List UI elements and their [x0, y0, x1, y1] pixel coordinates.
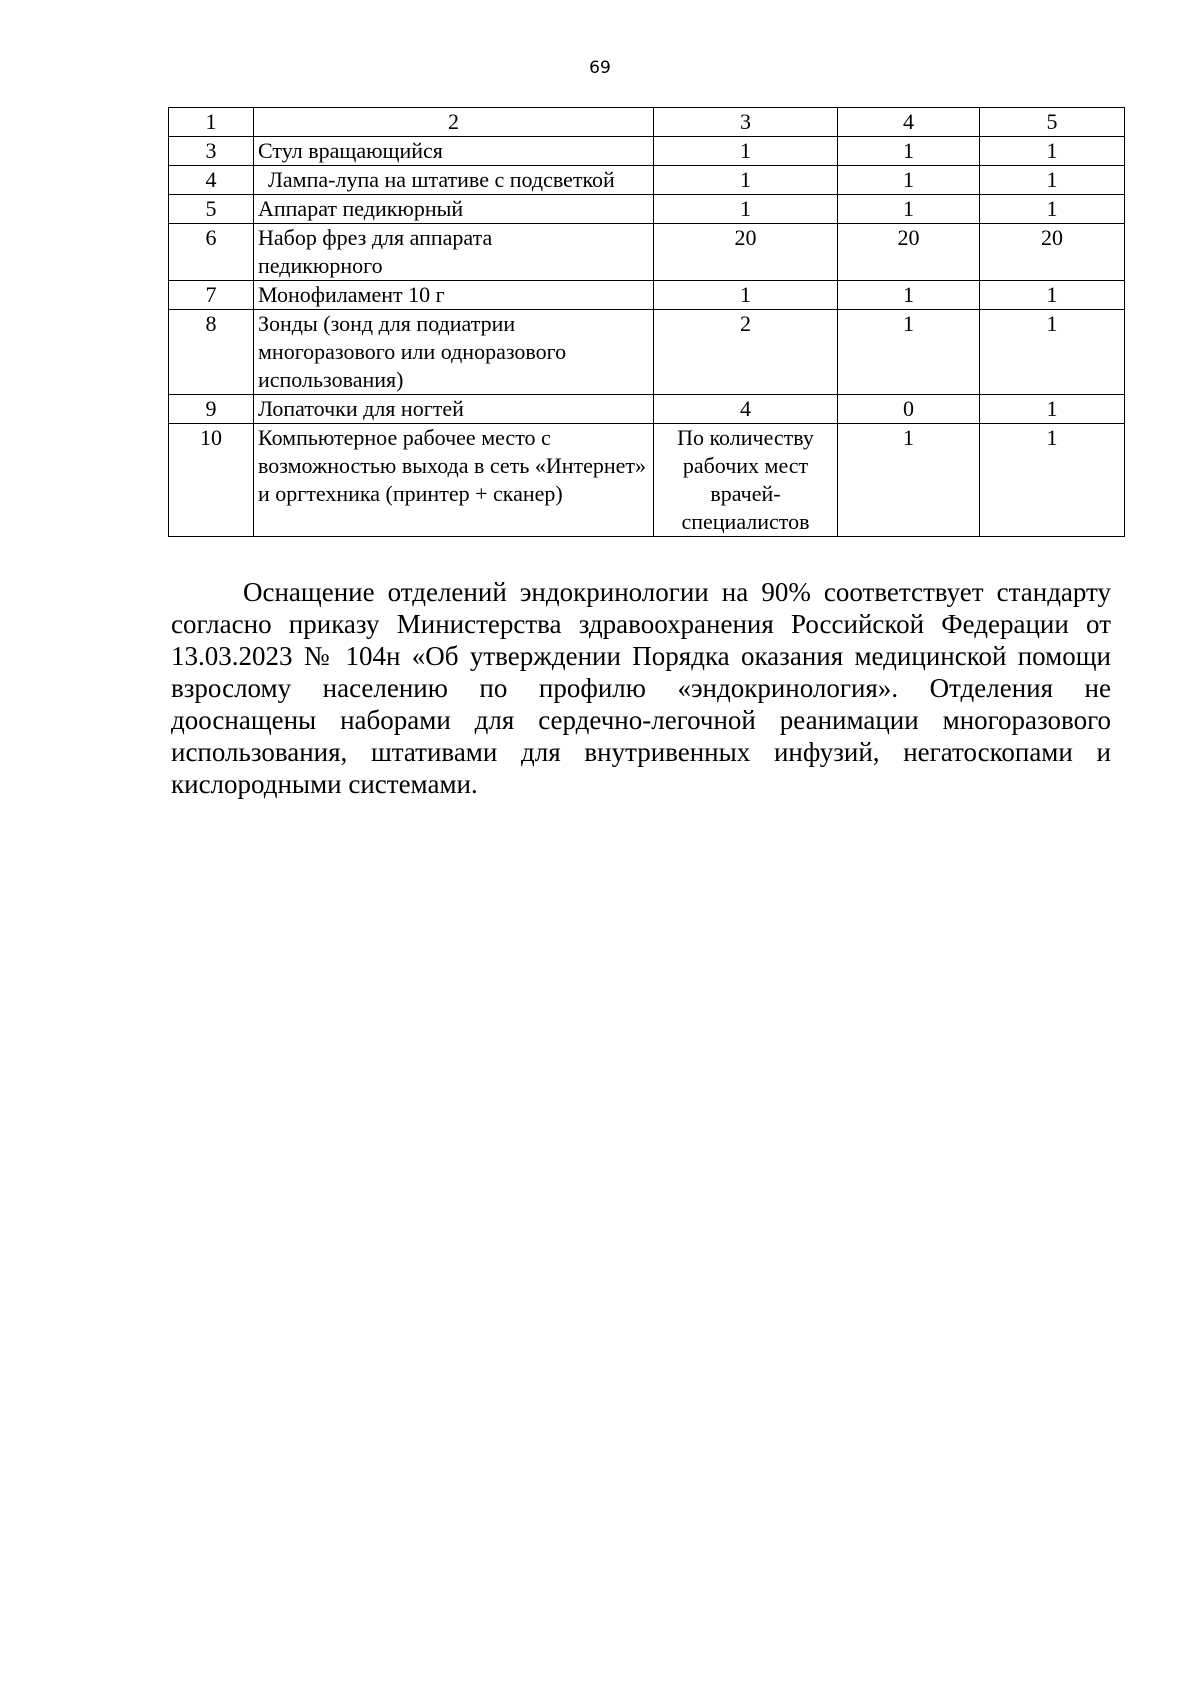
row-number: 8 — [169, 310, 254, 395]
value-col-3: 1 — [654, 281, 838, 310]
row-number: 5 — [169, 195, 254, 224]
row-number: 6 — [169, 224, 254, 281]
value-col-5: 1 — [980, 395, 1125, 424]
value-col-3: 20 — [654, 224, 838, 281]
header-cell-2: 2 — [254, 108, 654, 137]
row-number: 7 — [169, 281, 254, 310]
item-name: Зонды (зонд для подиатрии многоразового или одноразового использования) — [254, 310, 654, 395]
value-col-3: 1 — [654, 195, 838, 224]
value-col-4: 1 — [838, 310, 980, 395]
value-col-5: 1 — [980, 424, 1125, 537]
value-col-5: 20 — [980, 224, 1125, 281]
row-number: 3 — [169, 137, 254, 166]
body-paragraph: Оснащение отделений эндокринологии на 90% соответствует стандарту согласно приказу Министерства здравоохранения Российской Федерации от 13.03.2023 № 104н «Об утверждении Порядка оказания медицинской помощи взрослому населению по профилю «эндокринология». Отделения не дооснащены наборами для сердечно-легочной реанимации многоразового использования, штативами для внутривенных инфузий, негатоскопами и кислородными системами. — [171, 577, 1111, 799]
value-col-4: 1 — [838, 137, 980, 166]
value-col-4: 1 — [838, 281, 980, 310]
row-number: 10 — [169, 424, 254, 537]
value-col-3: 4 — [654, 395, 838, 424]
item-name: Лампа-лупа на штативе с подсветкой — [254, 166, 654, 195]
value-col-4: 1 — [838, 424, 980, 537]
value-col-5: 1 — [980, 281, 1125, 310]
item-name: Лопаточки для ногтей — [254, 395, 654, 424]
header-cell-1: 1 — [169, 108, 254, 137]
value-col-3: 1 — [654, 137, 838, 166]
row-number: 4 — [169, 166, 254, 195]
page-number: 69 — [589, 58, 611, 78]
value-col-5: 1 — [980, 166, 1125, 195]
table-row — [169, 424, 1125, 537]
value-col-4: 0 — [838, 395, 980, 424]
row-number: 9 — [169, 395, 254, 424]
header-cell-4: 4 — [838, 108, 980, 137]
table-row — [169, 166, 1125, 195]
table-row — [169, 195, 1125, 224]
table-header-row — [169, 108, 1125, 137]
value-col-5: 1 — [980, 310, 1125, 395]
value-col-4: 20 — [838, 224, 980, 281]
value-col-3: 1 — [654, 166, 838, 195]
item-name: Компьютерное рабочее место с возможностью выхода в сеть «Интернет» и оргтехника (принтер + сканер) — [254, 424, 654, 537]
table-row — [169, 224, 1125, 281]
table-row — [169, 137, 1125, 166]
value-col-5: 1 — [980, 195, 1125, 224]
item-name: Аппарат педикюрный — [254, 195, 654, 224]
item-name: Стул вращающийся — [254, 137, 654, 166]
table-row — [169, 310, 1125, 395]
value-col-4: 1 — [838, 166, 980, 195]
table-row — [169, 281, 1125, 310]
value-col-3: По количеству рабочих мест врачей-специалистов — [654, 424, 838, 537]
item-name: Монофиламент 10 г — [254, 281, 654, 310]
equipment-table — [168, 107, 1125, 537]
header-cell-5: 5 — [980, 108, 1125, 137]
value-col-4: 1 — [838, 195, 980, 224]
table-row — [169, 395, 1125, 424]
value-col-3: 2 — [654, 310, 838, 395]
header-cell-3: 3 — [654, 108, 838, 137]
value-col-5: 1 — [980, 137, 1125, 166]
item-name: Набор фрез для аппарата педикюрного — [254, 224, 654, 281]
